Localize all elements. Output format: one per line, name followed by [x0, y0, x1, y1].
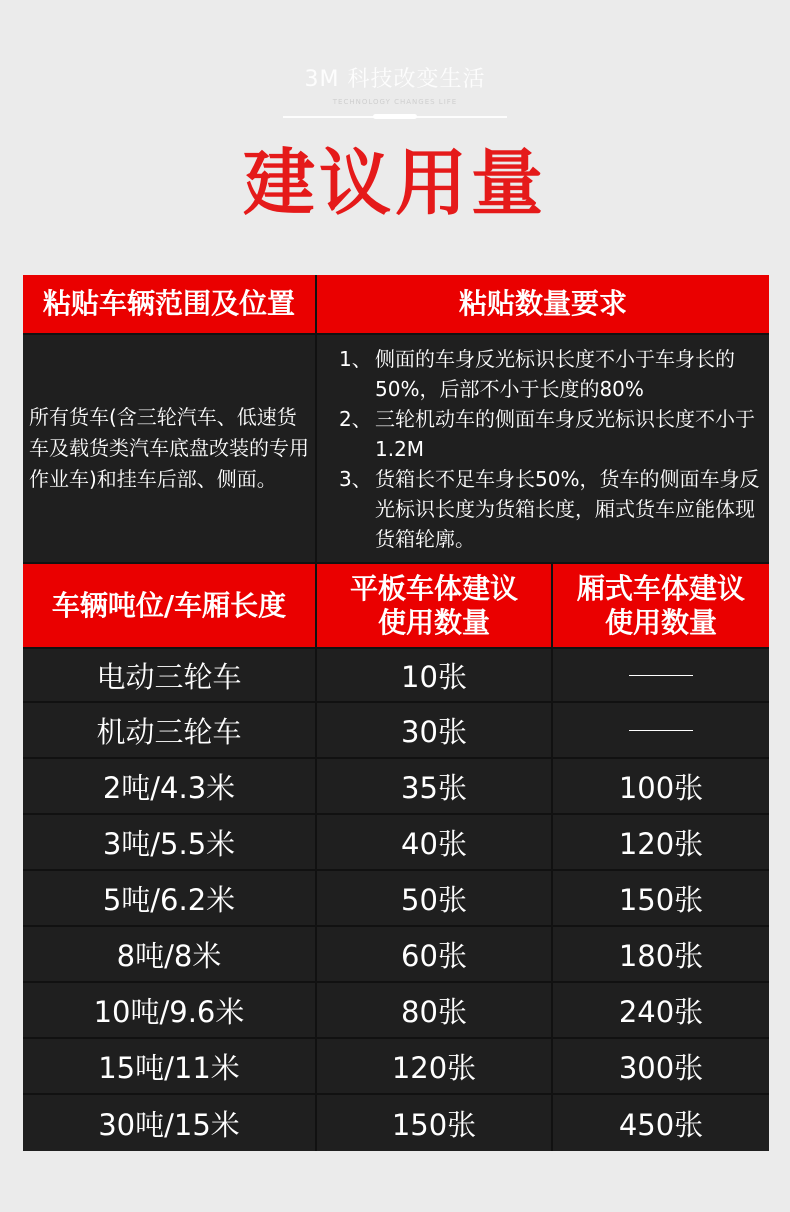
usage-table	[23, 275, 769, 1151]
brand-divider-accent	[373, 114, 417, 119]
not-applicable-dash	[629, 730, 693, 731]
vehicle-cell: 电动三轮车	[23, 649, 315, 701]
box-count-cell: 240张	[553, 983, 769, 1037]
box-count-cell: 180张	[553, 927, 769, 981]
requirement-number: 1、	[339, 346, 372, 371]
page-title: 建议用量	[242, 141, 547, 225]
scope-header: 粘贴车辆范围及位置	[23, 275, 315, 333]
flat-body-header-line2: 使用数量	[377, 605, 490, 639]
requirement-number: 2、	[339, 406, 372, 431]
box-body-header	[553, 564, 769, 647]
requirement-number: 3、	[339, 466, 372, 491]
requirements-cell	[317, 335, 769, 562]
requirement-item	[339, 464, 770, 554]
brand-subtitle: TECHNOLOGY CHANGES LIFE	[332, 98, 458, 106]
flat-count-cell: 30张	[317, 703, 551, 757]
vehicle-cell: 8吨/8米	[23, 927, 315, 981]
scope-text: 所有货车(含三轮汽车、低速货车及载货类汽车底盘改装的专用作业车)和挂车后部、侧面。	[29, 405, 309, 491]
vehicle-cell: 15吨/11米	[23, 1039, 315, 1093]
flat-count-cell: 40张	[317, 815, 551, 869]
requirement-header: 粘贴数量要求	[317, 275, 769, 333]
box-count-cell: 150张	[553, 871, 769, 925]
box-count-cell: 450张	[553, 1095, 769, 1151]
requirement-text: 货箱长不足车身长50%，货车的侧面车身反光标识长度为货箱长度，厢式货车应能体现货箱轮廓。	[375, 466, 760, 551]
box-count-cell: 300张	[553, 1039, 769, 1093]
flat-body-header-line1: 平板车体建议	[349, 571, 518, 605]
flat-count-cell: 50张	[317, 871, 551, 925]
brand-slogan: 3M 科技改变生活	[304, 67, 486, 92]
vehicle-cell: 2吨/4.3米	[23, 759, 315, 813]
vehicle-cell: 3吨/5.5米	[23, 815, 315, 869]
requirement-item	[339, 344, 770, 404]
flat-count-cell: 120张	[317, 1039, 551, 1093]
not-applicable-dash	[629, 675, 693, 676]
flat-count-cell: 60张	[317, 927, 551, 981]
flat-count-cell: 35张	[317, 759, 551, 813]
requirement-item	[339, 404, 770, 464]
vehicle-cell: 30吨/15米	[23, 1095, 315, 1151]
box-body-header-line1: 厢式车体建议	[576, 571, 745, 605]
flat-count-cell: 10张	[317, 649, 551, 701]
box-count-cell	[553, 703, 769, 757]
vehicle-cell: 机动三轮车	[23, 703, 315, 757]
flat-count-cell: 150张	[317, 1095, 551, 1151]
flat-body-header	[317, 564, 551, 647]
box-body-header-line2: 使用数量	[604, 605, 717, 639]
box-count-cell: 100张	[553, 759, 769, 813]
box-count-cell	[553, 649, 769, 701]
scope-cell	[23, 335, 315, 562]
requirement-text: 三轮机动车的侧面车身反光标识长度不小于1.2M	[375, 406, 755, 461]
requirement-text: 侧面的车身反光标识长度不小于车身长的50%，后部不小于长度的80%	[375, 346, 735, 401]
vehicle-cell: 5吨/6.2米	[23, 871, 315, 925]
vehicle-cell: 10吨/9.6米	[23, 983, 315, 1037]
flat-count-cell: 80张	[317, 983, 551, 1037]
vehicle-header: 车辆吨位/车厢长度	[23, 564, 315, 647]
box-count-cell: 120张	[553, 815, 769, 869]
